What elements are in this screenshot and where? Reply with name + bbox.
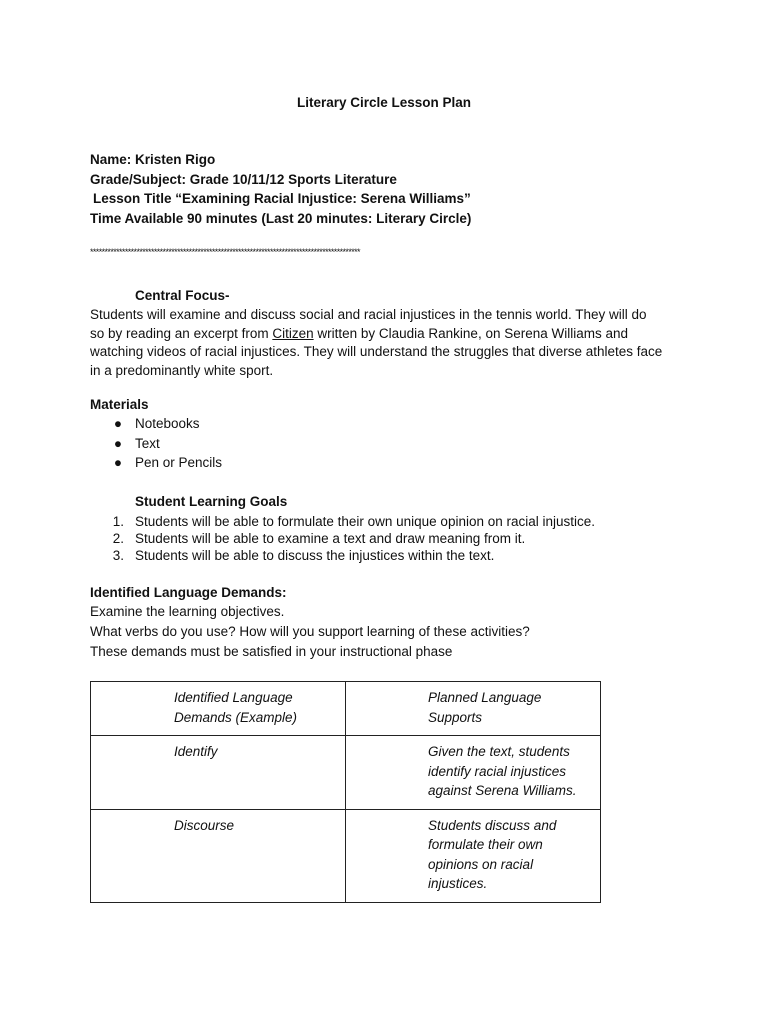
cell-line: Given the text, students — [428, 744, 570, 759]
list-item-text: Students will be able to examine a text and draw meaning from it. — [135, 531, 526, 546]
table-cell — [91, 682, 346, 736]
language-demands-line: Examine the learning objectives. — [90, 604, 285, 619]
list-item-text: Notebooks — [135, 416, 200, 431]
list-item-text: Pen or Pencils — [135, 455, 223, 470]
time-available: Time Available 90 minutes (Last 20 minutes: Literary Circle) — [90, 210, 472, 226]
central-focus-line: watching videos of racial injustices. They will understand the struggles that diverse athletes face — [90, 344, 663, 359]
language-demands-table — [90, 681, 601, 903]
language-demands-line: These demands must be satisfied in your instructional phase — [90, 644, 453, 659]
cell-line: Supports — [428, 709, 483, 725]
list-item — [90, 512, 690, 529]
citizen-link[interactable]: Citizen — [272, 325, 314, 341]
cell-line: Students discuss and — [428, 817, 557, 833]
list-item — [90, 434, 690, 454]
bullet-icon: ● — [113, 416, 123, 431]
list-number: 3. — [112, 548, 124, 563]
central-focus-line: in a predominantly white sport. — [90, 362, 274, 378]
bullet-icon: ● — [113, 435, 123, 451]
lesson-header — [90, 150, 710, 228]
central-focus-line: Students will examine and discuss social and racial injustices in the tennis world. They will do — [90, 307, 647, 322]
table-cell — [346, 809, 601, 902]
table-row — [91, 682, 601, 736]
language-demands-paragraph — [90, 602, 690, 662]
materials-heading: Materials — [90, 397, 149, 412]
list-number: 1. — [112, 514, 124, 529]
central-focus-line — [90, 324, 690, 343]
cell-line: Discourse — [174, 817, 235, 833]
table-row — [91, 809, 601, 902]
cell-line: against Serena Williams. — [428, 783, 577, 798]
cell-line: identify racial injustices — [428, 763, 567, 779]
table-cell — [91, 736, 346, 810]
language-demands-heading: Identified Language Demands: — [90, 585, 287, 600]
table-row — [91, 736, 601, 810]
text-span: so by reading an excerpt from — [90, 325, 273, 341]
page-title: Literary Circle Lesson Plan — [296, 95, 472, 110]
cell-line: Demands (Example) — [174, 709, 298, 725]
cell-line: injustices. — [428, 876, 488, 891]
bullet-icon: ● — [113, 455, 123, 470]
grade-subject: Grade/Subject: Grade 10/11/12 Sports Literature — [90, 171, 397, 187]
list-item — [90, 453, 690, 473]
cell-line: opinions on racial — [428, 856, 534, 872]
list-item-text: Students will be able to formulate their own unique opinion on racial injustice. — [135, 514, 596, 529]
list-item — [90, 414, 690, 434]
teacher-name: Name: Kristen Rigo — [90, 152, 216, 167]
list-item-text: Students will be able to discuss the injustices within the text. — [135, 548, 495, 563]
cell-line: Planned Language — [428, 690, 542, 705]
cell-line: Identified Language — [174, 690, 293, 705]
table-cell — [346, 682, 601, 736]
cell-line: formulate their own — [428, 837, 543, 852]
materials-list — [90, 414, 690, 473]
list-number: 2. — [112, 531, 124, 546]
learning-goals-list — [90, 512, 690, 563]
list-item — [90, 546, 690, 563]
lesson-title: Lesson Title “Examining Racial Injustice: Serena Williams” — [93, 191, 471, 206]
list-item — [90, 529, 690, 546]
text-span: written by Claudia Rankine, on Serena Williams and — [313, 325, 629, 341]
learning-goals-heading: Student Learning Goals — [135, 494, 288, 509]
table-cell — [346, 736, 601, 810]
language-demands-line: What verbs do you use? How will you support learning of these activities? — [90, 624, 530, 639]
central-focus-paragraph — [90, 305, 690, 379]
separator-line: ********************************************************************************************* — [90, 247, 360, 257]
list-item-text: Text — [135, 435, 160, 451]
table-cell — [91, 809, 346, 902]
cell-line: Identify — [174, 744, 218, 759]
central-focus-heading: Central Focus- — [135, 288, 230, 303]
